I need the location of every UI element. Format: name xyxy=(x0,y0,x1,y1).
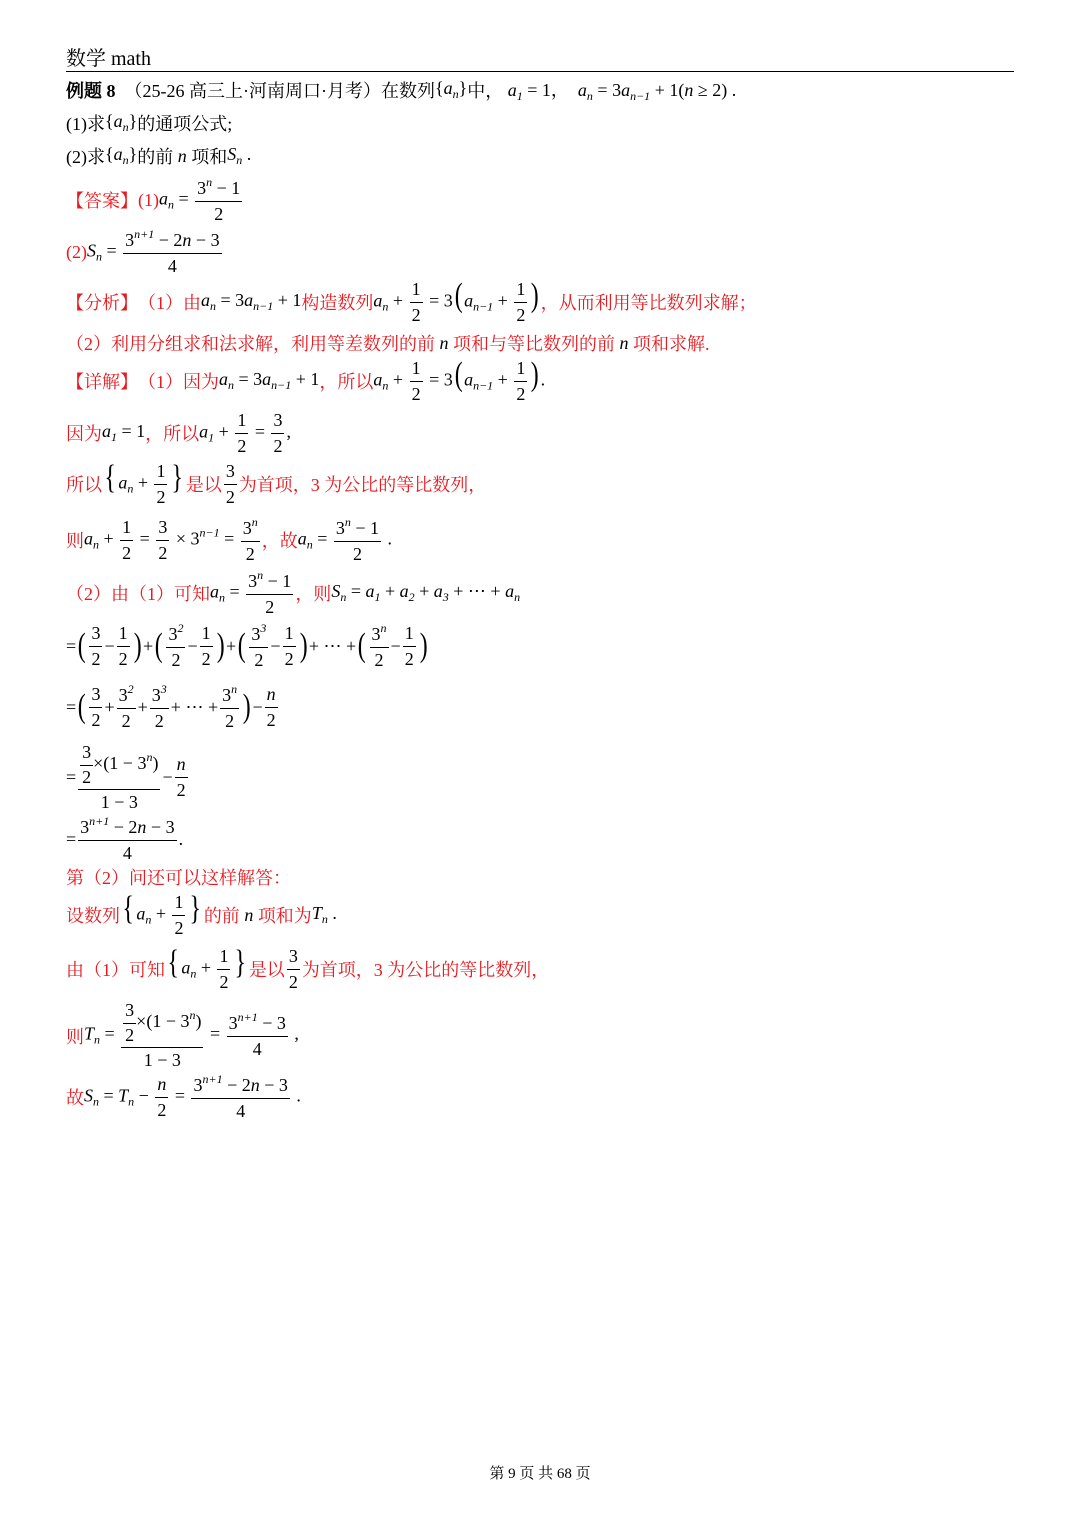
alt-title: 第（2）问还可以这样解答： xyxy=(66,868,291,888)
answer-1: 【答案】 (1) $a_n$ = $\frac{3^n - 1}{2}$ xyxy=(66,175,241,224)
analysis-label: 【分析】 xyxy=(66,293,138,314)
q2-text: (2)求 xyxy=(66,147,105,167)
solution-1: 【详解】 （1）因为 $a_n = 3a_{n-1} + 1$ ，所以 $a_n$ + $\frac{1}{2}$ = $3(a_{n-1}$ + $\frac{1}{2}$ ). xyxy=(66,356,546,404)
q1-text: (1)求 xyxy=(66,114,105,134)
solution-text: 的前 xyxy=(203,906,240,927)
solution-text: （1）因为 xyxy=(138,372,219,393)
formula-a1: $a_1 = 1$， $a_n = 3a_{n-1} + 1(n \ge 2)$ . xyxy=(507,80,737,103)
q2-mid: 的前 xyxy=(137,147,174,167)
header-rule xyxy=(66,71,1014,72)
solution-text: 是以 xyxy=(185,475,222,496)
solution-text: 为首项，3 为公比的等比数列， xyxy=(238,475,487,496)
solution-text: 由（1）可知 xyxy=(66,960,165,981)
solution-2: 因为 $a_1 = 1$ ，所以 $a_1$ + $\frac{1}{2}$ = $\frac{3}{2}$ , xyxy=(66,410,291,456)
header-title: 数学 math xyxy=(66,48,151,70)
solution-label: 【详解】 xyxy=(66,372,138,393)
derivation-4: = $\frac{3^{n+1} - 2n - 3}{4}$ . xyxy=(66,814,184,863)
derivation-2: = ( $\frac{3}{2}$ + $\frac{3^2}{2}$ + $\frac{3^3}{2}$ + ⋯ + $\frac{3^n}{2}$ ) − $\frac{n}{2}$ xyxy=(66,682,276,731)
seq-an: $\{a_n\}$ xyxy=(105,111,138,134)
problem-source: （25-26 高三上·河南周口·月考）在数列 xyxy=(124,81,435,101)
solution-text: 设数列 xyxy=(66,906,120,927)
question-2 xyxy=(66,143,251,169)
solution-text: ，故 xyxy=(261,531,298,552)
q2-n: n xyxy=(177,145,187,166)
analysis-text: （1）由 xyxy=(138,293,201,314)
alt-2: 由（1）可知 { $a_n$ + $\frac{1}{2}$ } 是以 $\frac{3}{2}$ 为首项，3 为公比的等比数列， xyxy=(66,944,550,992)
analysis-text: （2）利用分组求和法求解，利用等差数列的前 xyxy=(66,334,435,354)
solution-text: ，所以 xyxy=(319,372,374,393)
problem-text: 中， xyxy=(467,81,504,101)
alt-4: 故 $S_n = T_n$ − $\frac{n}{2}$ = $\frac{3^{n+1} - 2n - 3}{4}$ . xyxy=(66,1072,301,1121)
solution-text: ，则 xyxy=(295,584,332,605)
answer-label: 【答案】 xyxy=(66,191,138,212)
analysis-text: 项和与等比数列的前 xyxy=(453,334,615,354)
solution-5: （2）由（1）可知 $a_n$ = $\frac{3^n - 1}{2}$ ，则 $S_n = a_1 + a_2 + a_3$ + ⋯ + $a_n$ xyxy=(66,568,521,617)
problem-label: 例题 8 xyxy=(66,81,116,101)
solution-text: 则 xyxy=(66,1026,84,1047)
solution-text: 项和为 xyxy=(257,906,312,927)
derivation-3: = $\frac{3}{2}$ $\times(1 - 3^n)$ 1 − 3 − $\frac{n}{2}$ xyxy=(66,742,186,813)
solution-text: 是以 xyxy=(248,960,285,981)
q2-end: 项和 xyxy=(191,147,228,167)
sn-symbol: $S_n$ . xyxy=(227,144,252,167)
alt-3: 则 $T_n$ = $\frac{3}{2}$ $\times(1 - 3^n)$ 1 − 3 = $\frac{3^{n+1} - 3}{4}$ , xyxy=(66,1000,299,1071)
solution-text: 因为 xyxy=(66,424,102,445)
seq-an: $\{a_n\}$ xyxy=(105,144,138,167)
answer-p1: (1) xyxy=(138,189,159,210)
solution-4: 则 $a_n$ + $\frac{1}{2}$ = $\frac{3}{2}$ × $3^{n-1}$ = $\frac{3^n}{2}$ ，故 $a_n$ = $\frac{3^n - 1}{2}$ . xyxy=(66,515,393,564)
solution-text: 则 xyxy=(66,531,84,552)
problem-line xyxy=(66,76,736,104)
analysis-2: （2）利用分组求和法求解，利用等差数列的前 n 项和与等比数列的前 n 项和求解. xyxy=(66,330,710,356)
solution-text: ，所以 xyxy=(145,424,200,445)
analysis-1: 【分析】 （1）由 $a_n = 3a_{n-1} + 1$ 构造数列 $a_n$ + $\frac{1}{2}$ = $3(a_{n-1}$ + $\frac{1}{2}$ ) ，从而利用等比数列求解； xyxy=(66,277,757,325)
solution-text: 所以 xyxy=(66,475,102,496)
derivation-1: = ( $\frac{3}{2}$ − $\frac{1}{2}$ ) + ( $\frac{3^2}{2}$ − $\frac{1}{2}$ ) + ( $\frac{3^3}{2}$ − $\frac{1}{2}$ ) + ⋯ + ( $\frac{3^n}{2}$ − $\frac{1}{2}$ ) xyxy=(66,621,428,670)
analysis-text: 构造数列 xyxy=(301,293,374,314)
q1-end: 的通项公式; xyxy=(137,114,233,134)
analysis-text: 项和求解. xyxy=(633,334,710,354)
solution-text: （2）由（1）可知 xyxy=(66,584,210,605)
analysis-text: ，从而利用等比数列求解； xyxy=(540,293,757,314)
question-1 xyxy=(66,110,232,136)
answer-2: (2) $S_n$ = $\frac{3^{n+1} - 2n - 3}{4}$ xyxy=(66,227,220,276)
seq-an: $\{a_n\}$ xyxy=(434,78,468,101)
page-footer: 第 9 页 共 68 页 xyxy=(489,1466,591,1482)
answer-p2: (2) xyxy=(66,241,87,262)
solution-3: 所以 { $a_n$ + $\frac{1}{2}$ } 是以 $\frac{3}{2}$ 为首项，3 为公比的等比数列， xyxy=(66,459,487,507)
solution-text: 故 xyxy=(66,1088,84,1109)
alt-1: 设数列 { $a_n$ + $\frac{1}{2}$ } 的前 n 项和为 $T_n$ . xyxy=(66,890,337,938)
solution-text: 为首项，3 为公比的等比数列， xyxy=(301,960,550,981)
